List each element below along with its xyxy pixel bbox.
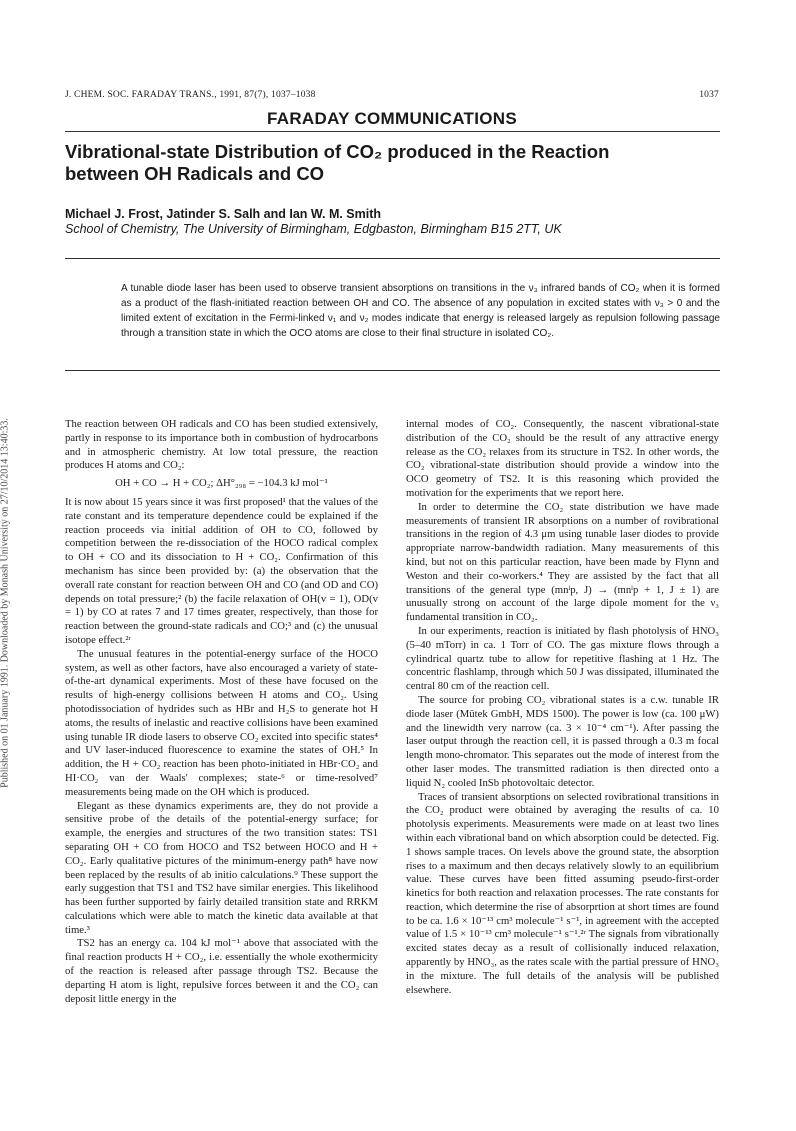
paragraph: Traces of transient absorptions on selected rovibrational transitions in the CO₂ product were obtained by averaging the results of ca. 10 photolysis experiments. Measurements were made on at least two lines within each vibrational band on which absorption could be detected. Fig. 1 shows sample traces. On levels above the ground state, the absorption rises to a maximum and then decays relatively slowly to an equilibrium value. These curves have been fitted assuming pseudo-first-order kinetics for both reaction and relaxation processes. The rate constants for reaction, which determine the rise of absorprtion at short times are found to be ca. 1.6 × 10⁻¹³ cm³ molecule⁻¹ s⁻¹, in agreement with the accepted value of 1.5 × 10⁻¹³ cm³ molecule⁻¹ s⁻¹.²ʳ The signals from vibrationally excited states decay as a result of collisionally induced relaxation, apparently by HNO₃, as the rates scale with the partial pressure of HNO₃ in the mixture. The full details of the analysis will be published elsewhere. — [406, 790, 719, 996]
page-number: 1037 — [699, 90, 719, 100]
header-rule — [65, 258, 720, 259]
paragraph: TS2 has an energy ca. 104 kJ mol⁻¹ above that associated with the final reaction products H + CO₂, i.e. essentially the whole exothermicity of the reaction is released after passage through TS2. Because the departing H atom is light, repulsive forces between it and the CO₂ can deposit little energy in the — [65, 937, 378, 1005]
abstract: A tunable diode laser has been used to observe transient absorptions on transitions in the ν₃ infrared bands of CO₂ when it is formed as a product of the flash-initiated reaction between OH and CO. The absence of any population in excited states with ν₃ > 0 and the limited extent of excitation in the Fermi-linked ν₁ and ν₂ modes indicate that energy is released largely as repulsion following passage through a transition state in which the OCO atoms are close to their final structure in isolated CO₂. — [121, 283, 720, 339]
paragraph: Elegant as these dynamics experiments are, they do not provide a sensitive probe of the details of the potential-energy surface; for example, the energies and structures of the two transition states: TS1 separating OH + CO from HOCO and TS2 between HOCO and H + CO₂. Early qualitative pictures of the minimum-energy path⁸ have now been replaced by the results of ab initio calculations.⁹ These support the early suggestion that TS1 and TS2 have similar energies. This likelihood has been further supported by fairly detailed transition state and RRKM calculations which were able to match the kinetic data available at that time.³ — [65, 799, 378, 936]
paragraph: In our experiments, reaction is initiated by flash photolysis of HNO₃ (5–40 mTorr) in ca. 1 Torr of CO. The gas mixture flows through a cylindrical quartz tube to allow for repetitive flashing at 1 Hz. The concentric flashlamp, through which 50 J was dissipated, illuminated the central 80 cm of the reaction cell. — [406, 624, 719, 693]
article-title-line-2: between OH Radicals and CO — [65, 163, 325, 184]
body-column-right — [406, 418, 719, 997]
paragraph: The reaction between OH radicals and CO has been studied extensively, partly in response to its importance both in combustion of hydrocarbons and in atmospheric chemistry. At low total pressure, the reaction produces H atoms and CO₂: — [65, 418, 378, 472]
paragraph: internal modes of CO₂. Consequently, the nascent vibrational-state distribution of the CO₂ should be the result of any attractive energy release as the CO₂ relaxes from its structure in TS2. In other words, the CO₂ vibrational-state distribution should provide a window into the OCO geometry of TS2. It is this reasoning which provided the motivation for the experiments that we report here. — [406, 418, 719, 499]
affiliation: School of Chemistry, The University of Birmingham, Edgbaston, Birmingham B15 2TT, UK — [65, 222, 562, 236]
journal-citation: J. CHEM. SOC. FARADAY TRANS., 1991, 87(7), 1037–1038 — [65, 90, 316, 100]
running-head — [65, 90, 719, 100]
section-heading: FARADAY COMMUNICATIONS — [267, 109, 517, 128]
abstract-rule — [65, 370, 720, 371]
body-column-left — [65, 418, 378, 1006]
download-watermark-text: Published on 01 January 1991. Downloaded by Monash University on 27/10/2014 13:40:33. — [0, 418, 11, 788]
download-watermark — [0, 283, 14, 923]
article-title — [65, 141, 725, 185]
article-title-line-1: Vibrational-state Distribution of CO₂ produced in the Reaction — [65, 141, 610, 162]
reaction-equation: OH + CO → H + CO₂; ΔH°₂₉₈ = −104.3 kJ mol⁻¹ — [115, 477, 328, 490]
paragraph: The unusual features in the potential-energy surface of the HOCO system, as well as other factors, have also encouraged a variety of state-of-the-art dynamical experiments. Most of these have focused on the results of high-energy collisions between H atoms and CO₂. Using photodissociation of hydrides such as HBr and H₂S to generate hot H atoms, the results of inelastic and reactive collisions have been examined using tunable IR diode lasers to observe CO₂ excited into specific states⁴ and UV laser-induced fluorescence to examine the states of OH.⁵ In addition, the H + CO₂ reaction has been photo-initiated in HBr·CO₂ and HI·CO₂ van der Waals' complexes; state-⁶ or time-resolved⁷ measurements being made on the OH which is produced. — [65, 647, 378, 798]
paragraph: It is now about 15 years since it was first proposed¹ that the values of the rate constant and its temperature dependence could be explained if the reaction proceeds via initial addition of OH to CO, followed by competition between the re-dissociation of the HOCO radical complex to OH + CO and its dissociation to H + CO₂. Confirmation of this mechanism has since been provided by: (a) the observation that the overall rate constant for reaction between OH and CO (and OD and CO) depends on total pressure;² (b) the facile relaxation of OH(v = 1), OD(v = 1) by CO at rates 7 and 17 times greater, respectively, than those for reaction between the ground-state radicals and CO;³ and (c) the unusual isotope effect.²ʳ — [65, 495, 378, 646]
author-list: Michael J. Frost, Jatinder S. Salh and Ian W. M. Smith — [65, 207, 382, 221]
section-rule — [65, 131, 720, 132]
paragraph: The source for probing CO₂ vibrational states is a c.w. tunable IR diode laser (Mütek GmbH, MDS 1500). The power is low (ca. 100 μW) and the linewidth very narrow (ca. 3 × 10⁻⁴ cm⁻¹). After passing the laser output through the reaction cell, it is passed through a 0.3 m focal length mono-chromator. This separates out the mode of interest from the other laser modes. The transmitted radiation is then directed onto a liquid N₂ cooled InSb photovoltaic detector. — [406, 693, 719, 789]
paragraph: In order to determine the CO₂ state distribution we have made measurements of transient IR absorptions on a number of rovibrational transitions in the region of 4.3 μm using tunable laser diodes to provide appropriate narrow-bandwidth radiation. Many measurements of this kind, but not on this particular reaction, have been made by Flynn and Weston and their co-workers.⁴ They are assisted by the fact that all transitions of the general type (mnˡp, J) → (mnˡp + 1, J ± 1) are unusually strong on account of the large dipole moment for the ν₃ fundamental transition in CO₂. — [406, 500, 719, 624]
